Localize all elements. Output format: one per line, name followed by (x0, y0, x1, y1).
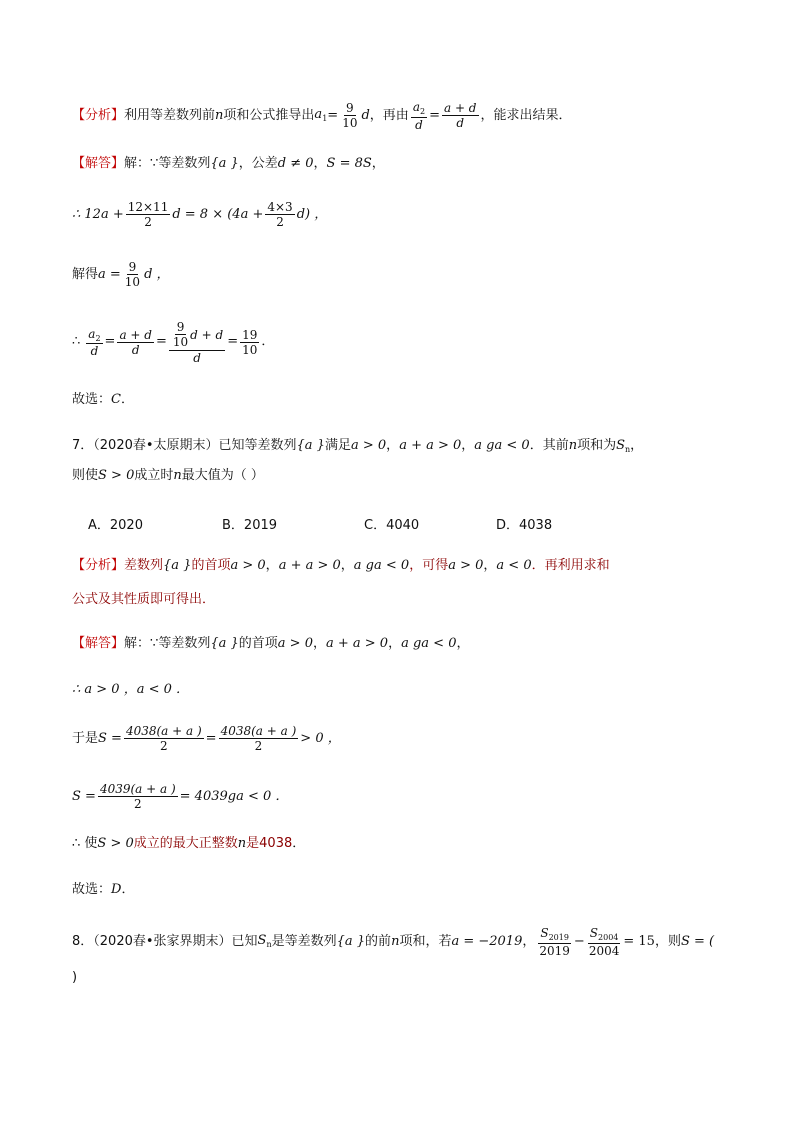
choice-c: C．4040 (364, 518, 420, 533)
text: 项和公式推导出 (223, 107, 315, 123)
math-eq15: = 15 (623, 933, 655, 949)
text: ， (522, 933, 536, 949)
math-d: d (361, 107, 370, 123)
text: 于是 (72, 730, 99, 746)
text: 成立时 (134, 468, 174, 483)
fraction-12x11-2: $\frac{12\times 11}{2}$ (127, 200, 169, 230)
text: 解： (124, 156, 151, 171)
text: 故选： (72, 882, 112, 897)
math-cond: a > 0 (448, 558, 484, 573)
math-sn: $S_n$ (616, 438, 631, 454)
text: 则使 (72, 468, 99, 483)
fraction-4x3-2: $\frac{4\times 3}{2}$ (267, 200, 293, 230)
text: 7．（2020春•太原期末）已知等差数列 (72, 438, 297, 454)
text: 最大值为（ ） (181, 468, 264, 483)
question-7-line-2 (72, 468, 264, 484)
answer-value: 4038 (259, 836, 293, 851)
text: 公式及其性质即可得出． (72, 592, 216, 607)
fraction-sum-4038: $\frac{4038(a + a )}{2}$ (125, 724, 202, 754)
analysis-line-1: 【分析】 利用等差数列前 n 项和公式推导出 $a_1$ = $\frac{9}{10}$ d ，再由 $\frac{a_2}{d}$ = $\frac{a + d}{d}$ ，能求出结果． (72, 100, 572, 132)
question-8-line-1 (72, 926, 714, 958)
text: ，可得 (409, 558, 449, 573)
therefore-symbol: ∴ (72, 334, 81, 350)
fraction-a1d-d: $\frac{a + d}{d}$ (443, 101, 477, 131)
text: 差数列 (124, 558, 164, 573)
text: ，能求出结果． (480, 107, 572, 123)
math-cond: a ga < 0 (353, 558, 410, 573)
math-seq: {a } (296, 438, 325, 454)
minus-sign: − (573, 933, 585, 949)
math-text: > 0 ， (300, 730, 341, 746)
math-cond: a + a > 0 (325, 636, 389, 651)
fraction-sum-4039: $\frac{4039(a + a )}{2}$ (99, 782, 176, 812)
question-7-line-1: 7．（2020春•太原期末）已知等差数列 {a } 满足 a > 0 ， a + a > 0 ， a ga < 0 ．其前 n 项和为 $S_n$ ， (72, 438, 644, 454)
text: 解得 (72, 266, 99, 282)
fraction-a2-d: $\frac{a_2}{d}$ (412, 100, 426, 132)
math-a1: a = −2019 (451, 933, 523, 949)
math-a1: $a_1$ (314, 107, 328, 124)
math-seq: {a } (210, 636, 239, 651)
math-d-neq-0: d ≠ 0 (277, 156, 314, 171)
choose-line-1 (72, 392, 134, 408)
equation-line-1 (72, 200, 327, 230)
equation-line-3: ∴ $\frac{a_2}{d}$ = $\frac{a + d}{d}$ = $\frac{9}{10}$ d + d d = $\frac{19}{10}$ ． (72, 320, 275, 365)
text: ． (120, 392, 134, 407)
text: 是 (246, 836, 260, 851)
q7-analysis-line-1: 【分析】 差数列 {a } 的首项 a > 0 ， a + a > 0 ， a ga < 0 ，可得 a > 0 ， a < 0 ．再利用求和 (72, 558, 610, 573)
math-cond: a > 0 (277, 636, 313, 651)
text: 等差数列 (158, 636, 211, 651)
text: 利用等差数列前 (124, 107, 216, 123)
math-s4039: S = (72, 788, 96, 804)
math-cond: a < 0 (496, 558, 532, 573)
math-n: n (237, 836, 247, 851)
text: 项和，若 (399, 933, 452, 949)
answer-tag: 【解答】 (72, 156, 125, 171)
math-sn: $S_n$ (257, 933, 272, 950)
math-n: n (568, 438, 578, 454)
math-s12: S = 8S (326, 156, 372, 171)
text: ． (121, 882, 135, 897)
math-cond: a ga < 0 (401, 636, 457, 651)
choice-b: B．2019 (222, 518, 278, 533)
q7-answer-line-5 (72, 836, 305, 852)
text: 解： (124, 636, 151, 651)
math-seq: {a } (163, 558, 192, 573)
because-symbol: ∵ (150, 156, 159, 171)
math-n: n (215, 107, 224, 123)
fraction-nested: $\frac{9}{10}$ d + d d (169, 320, 225, 365)
math-seq: {a } (210, 156, 239, 171)
q7-answer-line-2 (72, 682, 189, 698)
text: 的前 (365, 933, 392, 949)
answer-line-1 (72, 156, 385, 172)
text: 满足 (324, 438, 351, 454)
math-s2020: S = ( (680, 933, 715, 949)
math-text: = 4039ga < 0 ． (179, 788, 289, 804)
math-cond: a + a > 0 (278, 558, 341, 573)
math-d: d ， (144, 266, 170, 282)
text: 故选： (72, 392, 112, 407)
answer-tag: 【解答】 (72, 636, 125, 651)
math-cond: a ga < 0 (474, 438, 530, 454)
fraction-a2-d: $\frac{a_2}{d}$ (88, 326, 101, 359)
q7-analysis-line-2 (72, 592, 215, 608)
answer-letter: D (111, 882, 122, 897)
math-cond: a > 0 (350, 438, 387, 454)
text: ． (261, 334, 275, 350)
math-text: ∴ a > 0 ，a < 0 ． (72, 682, 190, 697)
text: ) (72, 970, 78, 985)
choice-a: A．2020 (88, 518, 143, 533)
text: 等差数列 (158, 156, 211, 171)
text: ．其前 (529, 438, 569, 454)
math-cond: a > 0 (230, 558, 266, 573)
math-s4038: S = (98, 730, 122, 746)
choice-d: D．4038 (496, 518, 553, 533)
math-n: n (173, 468, 182, 483)
q7-answer-line-1: 【解答】 解： ∵ 等差数列 {a } 的首项 a > 0 ， a + a > 0 ， a ga < 0 ， (72, 636, 470, 651)
q7-answer-line-3: 于是 S = $\frac{4038(a + a )}{2}$ = $\frac{4038(a + a )}{2}$ > 0 ， (72, 724, 341, 754)
because-symbol: ∵ (150, 636, 159, 651)
math-cond: a + a > 0 (399, 438, 462, 454)
text: 8．（2020春•张家界期末）已知 (72, 933, 258, 949)
text: ， (371, 156, 385, 171)
text: ∴ 使 (72, 836, 98, 851)
text: ，则 (654, 933, 681, 949)
text: ，再由 (369, 107, 409, 123)
fraction-9-10: $\frac{9}{10}$ (124, 260, 141, 290)
text: ， (313, 156, 327, 171)
text: ， (456, 636, 470, 651)
text: 的首项 (238, 636, 278, 651)
choose-line-2 (72, 882, 134, 898)
math-n: n (391, 933, 400, 949)
question-8-line-2 (72, 970, 77, 986)
fraction-sum-4038-b: $\frac{4038(a + a )}{2}$ (220, 724, 297, 754)
math-a1: a = (98, 266, 121, 282)
text: ，公差 (238, 156, 278, 171)
text: ， (630, 438, 644, 454)
fraction-s2019: $\frac{S_{2019}}{2019}$ (539, 926, 570, 958)
math-text: ∴ 12a + (72, 206, 124, 222)
math-text: d) ， (296, 206, 328, 222)
text: ．再利用求和 (531, 558, 610, 573)
math-cond: S > 0 (97, 836, 134, 851)
fraction-a1d-d: $\frac{a + d}{d}$ (119, 327, 152, 358)
text: 是等差数列 (271, 933, 337, 949)
math-eq: = (327, 107, 339, 123)
fraction-s2004: $\frac{S_{2004}}{2004}$ (588, 926, 620, 958)
analysis-tag: 【分析】 (72, 558, 125, 573)
answer-letter: C (111, 392, 121, 407)
math-text: d = 8 × (4a + (172, 206, 264, 222)
equation-line-2 (72, 260, 170, 290)
q7-answer-line-4 (72, 782, 288, 812)
text: ． (292, 836, 306, 851)
text: 项和为 (577, 438, 617, 454)
analysis-tag: 【分析】 (72, 107, 125, 123)
math-cond: S > 0 (98, 468, 135, 483)
fraction-19-10: $\frac{19}{10}$ (242, 327, 258, 358)
fraction-9-10: $\frac{9}{10}$ (342, 101, 358, 131)
math-seq: {a } (336, 933, 366, 949)
text: 的首项 (191, 558, 231, 573)
text: 成立的最大正整数 (133, 836, 238, 851)
